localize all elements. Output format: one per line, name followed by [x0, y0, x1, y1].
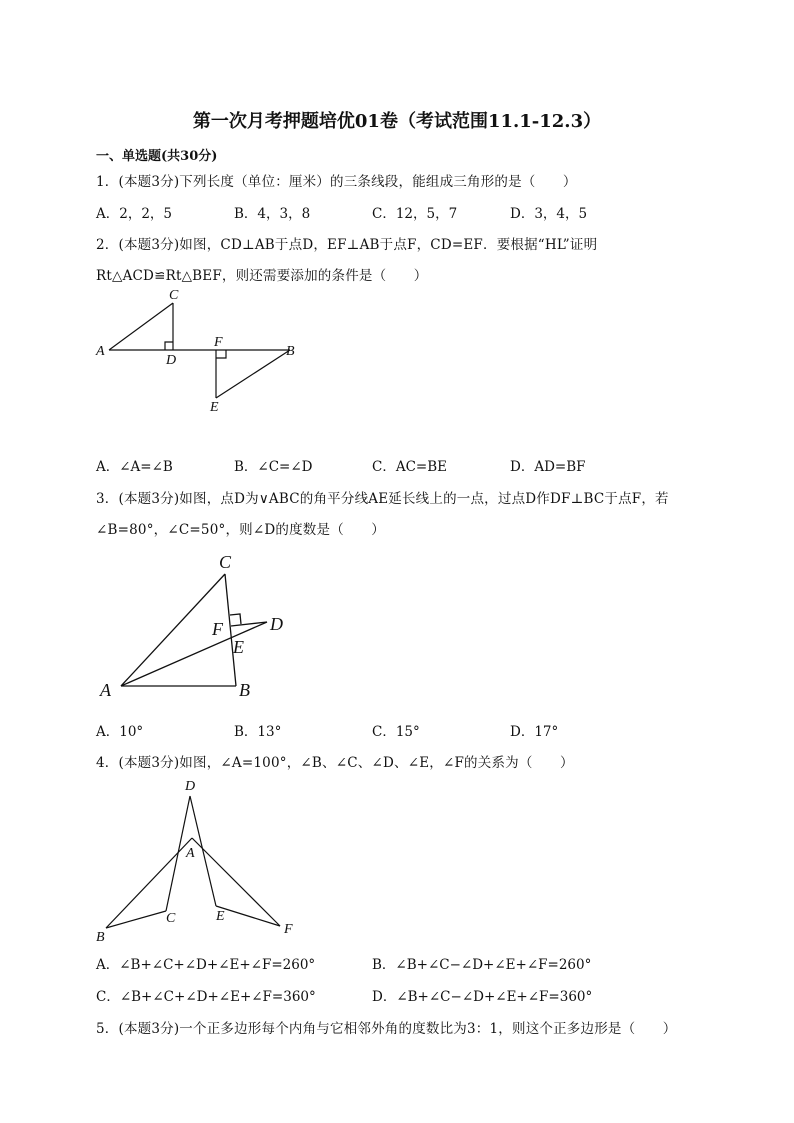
q3-label-e: E: [233, 637, 244, 657]
question-4-option-d[interactable]: D．∠B+∠C−∠D+∠E+∠F=360°: [372, 989, 593, 1005]
q2-label-e: E: [210, 400, 219, 415]
question-5-stem: 5．(本题3分)一个正多边形每个内角与它相邻外角的度数比为3：1，则这个正多边形是（ ）: [96, 1021, 677, 1037]
question-3-stem-line-2: ∠B=80°，∠C=50°，则∠D的度数是（ ）: [96, 522, 385, 538]
question-3-stem-line-1: 3．(本题3分)如图，点D为∨ABC的角平分线AE延长线上的一点，过点D作DF⊥BC于点F，若: [96, 491, 669, 507]
question-2-option-d[interactable]: D．AD=BF: [510, 459, 586, 475]
question-1-option-a[interactable]: A．2，2，5: [96, 206, 173, 222]
question-2-option-a[interactable]: A．∠A=∠B: [96, 459, 173, 475]
question-3-option-a[interactable]: A．10°: [96, 724, 144, 740]
question-4-stem: 4．(本题3分)如图，∠A=100°，∠B、∠C、∠D、∠E，∠F的关系为（ ）: [96, 755, 574, 771]
q4-label-e: E: [216, 909, 225, 924]
question-4-option-c[interactable]: C．∠B+∠C+∠D+∠E+∠F=360°: [96, 989, 316, 1005]
q3-label-a: A: [100, 680, 111, 700]
q4-label-d: D: [185, 779, 196, 794]
question-3-option-d[interactable]: D．17°: [510, 724, 559, 740]
q2-label-d: D: [166, 353, 177, 368]
q2-label-b: B: [286, 344, 295, 359]
q3-label-f: F: [212, 619, 223, 639]
q3-label-d: D: [270, 614, 283, 634]
question-3-option-c[interactable]: C．15°: [372, 724, 420, 740]
question-3-option-b[interactable]: B．13°: [234, 724, 282, 740]
q3-label-b: B: [239, 680, 250, 700]
page-title: 第一次月考押题培优01卷（考试范围11.1-12.3）: [192, 111, 602, 132]
q4-label-b: B: [96, 930, 105, 945]
section-heading: 一、单选题(共30分): [96, 149, 218, 164]
question-2-stem-line-2: Rt△ACD≌Rt△BEF，则还需要添加的条件是（ ）: [96, 268, 428, 284]
q3-label-c: C: [219, 552, 232, 572]
question-1-stem: 1．(本题3分)下列长度（单位：厘米）的三条线段，能组成三角形的是（ ）: [96, 174, 577, 190]
q2-label-c: C: [169, 288, 179, 303]
question-1-option-b[interactable]: B．4，3，8: [234, 206, 311, 222]
question-2-option-c[interactable]: C．AC=BE: [372, 459, 447, 475]
question-1-option-c[interactable]: C．12，5，7: [372, 206, 458, 222]
q2-label-f: F: [214, 335, 223, 350]
question-2-stem-line-1: 2．(本题3分)如图，CD⊥AB于点D，EF⊥AB于点F，CD=EF．要根据“HL”证明: [96, 237, 598, 253]
question-2-option-b[interactable]: B．∠C=∠D: [234, 459, 313, 475]
q4-label-f: F: [284, 922, 293, 937]
question-4-option-a[interactable]: A．∠B+∠C+∠D+∠E+∠F=260°: [96, 957, 316, 973]
q4-label-a: A: [186, 846, 195, 861]
q2-label-a: A: [96, 344, 105, 359]
q4-label-c: C: [166, 911, 176, 926]
question-4-option-b[interactable]: B．∠B+∠C−∠D+∠E+∠F=260°: [372, 957, 592, 973]
question-1-option-d[interactable]: D．3，4，5: [510, 206, 588, 222]
